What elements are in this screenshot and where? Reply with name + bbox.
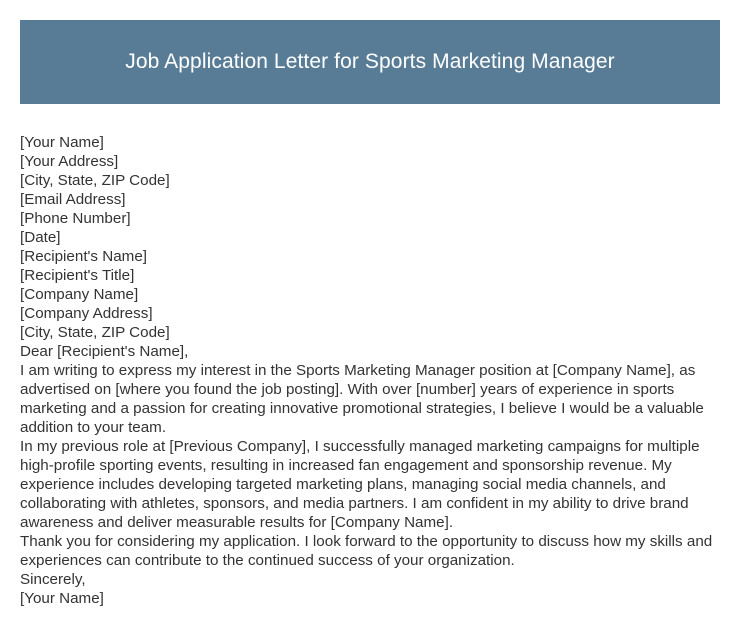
header-banner	[20, 20, 720, 104]
signature: [Your Name]	[20, 590, 104, 607]
letter-date: [Date]	[20, 229, 61, 246]
recipient-company: [Company Name]	[20, 286, 139, 303]
letter-body	[20, 133, 722, 608]
recipient-block	[20, 247, 722, 342]
page-title: Job Application Letter for Sports Marketing Manager	[125, 50, 615, 73]
recipient-address: [Company Address]	[20, 305, 153, 322]
sender-name: [Your Name]	[20, 134, 104, 151]
body-paragraph-experience: In my previous role at [Previous Company], I successfully managed marketing campaigns for multiple high-profile sporting events, resulting in increased fan engagement and sponsorship revenue. My experience includes developing targeted marketing plans, managing social media channels, and collaborating with athletes, sponsors, and media partners. I am confident in my ability to drive brand awareness and deliver measurable results for [Company Name].	[20, 438, 700, 531]
recipient-city-state-zip: [City, State, ZIP Code]	[20, 324, 170, 341]
salutation: Dear [Recipient's Name],	[20, 343, 189, 360]
sender-email: [Email Address]	[20, 191, 126, 208]
body-paragraph-intro: I am writing to express my interest in the Sports Marketing Manager position at [Company Name], as advertised on [where you found the job posting]. With over [number] years of experience in sports marketing and a passion for creating innovative promotional strategies, I believe I would be a valuable addition to your team.	[20, 362, 704, 436]
body-paragraph-closing: Thank you for considering my application. I look forward to the opportunity to discuss how my skills and experiences can contribute to the continued success of your organization.	[20, 533, 713, 569]
sender-city-state-zip: [City, State, ZIP Code]	[20, 172, 170, 189]
sender-address: [Your Address]	[20, 153, 119, 170]
recipient-name: [Recipient's Name]	[20, 248, 147, 265]
sender-block	[20, 133, 722, 247]
recipient-title: [Recipient's Title]	[20, 267, 135, 284]
closing: Sincerely,	[20, 571, 86, 588]
sender-phone: [Phone Number]	[20, 210, 131, 227]
